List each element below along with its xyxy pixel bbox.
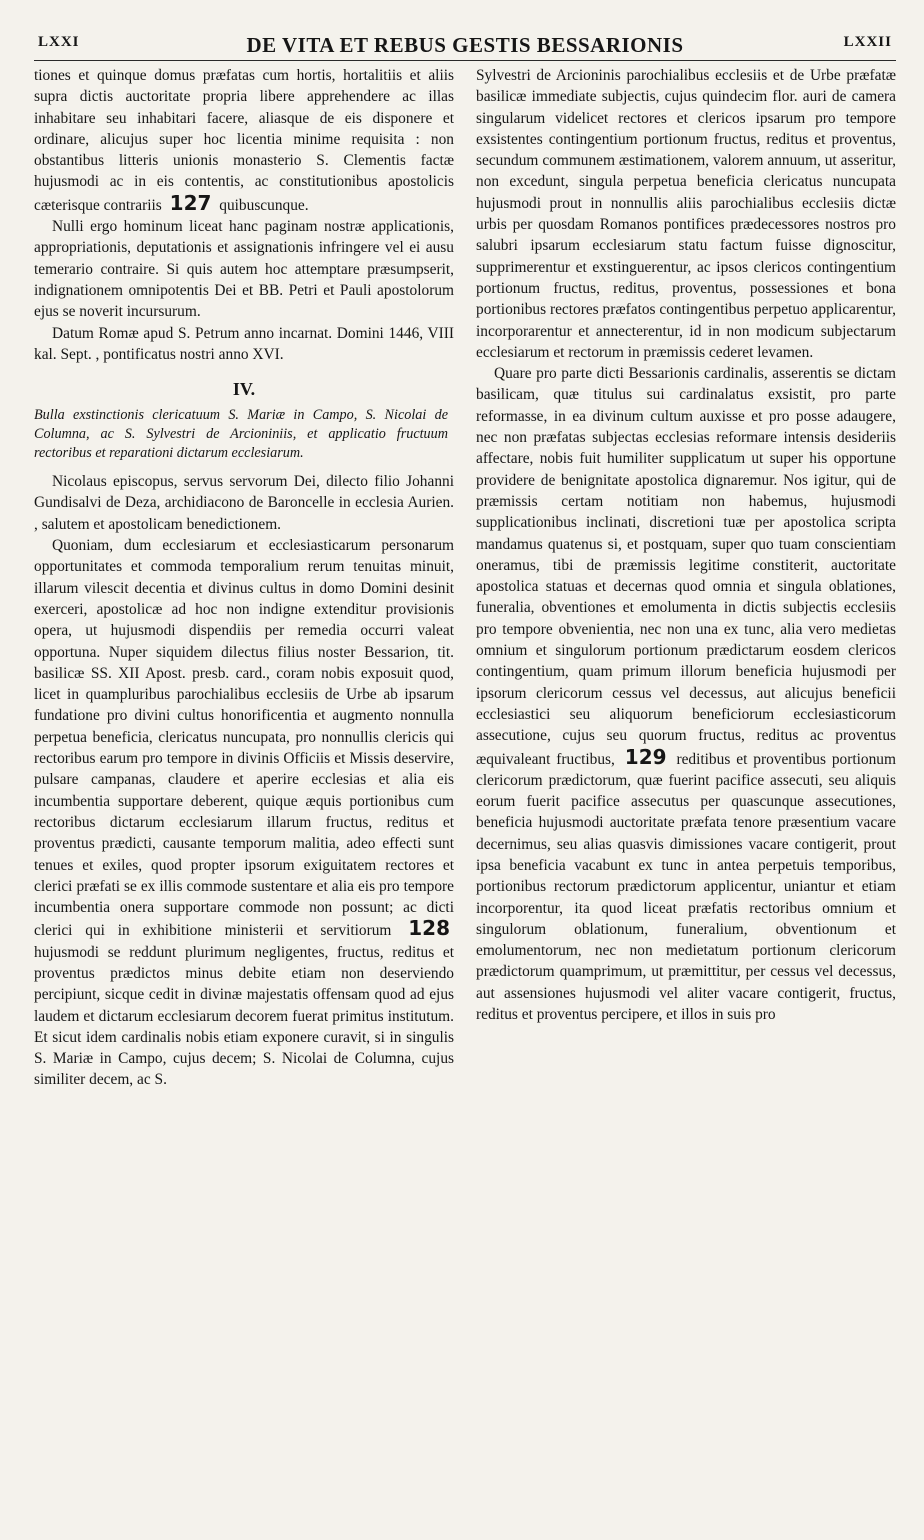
left-page-number: LXXI: [38, 34, 80, 50]
paragraph-text: hujusmodi se reddunt plurimum negligentes, fructus, reditus et proventus prædictos minus debite etiam non deserviendo percipiunt, sicque cedit in divinæ majestatis offensam quod ad ejus laudem et dictarum ecclesiarum decorem fuerat primitus institutum. Et sicut idem cardinalis nobis etiam exponere curavit, si in singulis S. Mariæ in Campo, cujus decem; S. Nicolai de Columna, cujus similiter decem, ac S.: [34, 943, 454, 1089]
paragraph: [476, 363, 896, 1025]
paragraph: Nulli ergo hominum liceat hanc paginam nostræ applicationis, appropriationis, deputationis et assignationis infringere vel ei ausu temerario contraire. Si quis autem hoc attemptare præsumpserit, indignationem omnipotentis Dei et BB. Petri et Pauli apostolorum ejus se noverit incursurum.: [34, 218, 454, 321]
margin-number-127: 127: [169, 190, 212, 215]
margin-number-128: 128: [408, 916, 450, 941]
salutation: Nicolaus episcopus, servus servorum Dei, dilecto filio Johanni Gundisalvi de Deza, archidiacono de Baroncelle in ecclesia Aurien. , salutem et apostolicam benedictionem.: [34, 473, 454, 533]
margin-number-129: 129: [624, 744, 667, 769]
bull-rubric: Bulla exstinctionis clericatuum S. Mariæ in Campo, S. Nicolai de Columna, ac S. Sylvestri de Arcioniniis, et applicatio fructuum rectoribus et reparationi dictarum ecclesiarum.: [34, 407, 448, 462]
right-page-number: LXXII: [843, 34, 892, 50]
text-columns: [34, 65, 896, 1091]
paragraph-text: tiones et quinque domus præfatas cum hortis, hortalitiis et aliis supra dictis auctoritate propria libere apprehendere ac illas inhabitare seu inhabitari facere, aliasque de eis disponere et ordinare, alicujus super hoc licentia minime requisita : non obstantibus litteris unionis monasterio S. Clementis factæ hujusmodi ac in eis contentis, ac constitutionibus apostolicis cæterisque contrariis: [34, 67, 454, 214]
left-column: [34, 65, 454, 1091]
running-title: DE VITA ET REBUS GESTIS BESSARIONIS: [246, 33, 684, 57]
paragraph-text: Quare pro parte dicti Bessarionis cardinalis, asserentis se dictam basilicam, quæ titulus sui cardinalatus exsistit, pro parte reformasse, in ea divinum cultum auxisse et pro posse adaugere, nec non præfatas subjectas ecclesias reformare intensis desideriis affectare, nobis fuit humiliter supplicatum ut super his opportune providere de benignitate apostolica dignaremur. Nos igitur, qui de præmissis certam notitiam non habemus, hujusmodi supplicationibus inclinati, discretioni tuæ per apostolica scripta mandamus quatenus si, et postquam, super quo tuam conscientiam oneramus, tibi de præmissis legitime constiterit, auctoritate apostolica statuas et decernas quod omnia et singula oblationes, funeralia, obventiones et emolumenta in dictis subjectis ecclesiis pro tempore obvenientia, nec non una ex tunc, alia vero medietas omnium et singulorum portionum prædictarum eosdem clericos contingentium, quam primum illorum beneficia hujusmodi per ipsorum clericorum cessus vel decessus, aut alicujus beneficii ecclesiastici seu aliquorum beneficiorum ecclesiasticorum assecutione, cujus seu quorum fructus, reditus ac proventus æquivaleant fructibus,: [476, 365, 896, 768]
paragraph: Sylvestri de Arcioninis parochialibus ecclesiis et de Urbe præfatæ basilicæ immediate subjectis, cujus quindecim flor. auri de camera singularum videlicet rectores et clericos ipsarum pro tempore exsistentes contingentium portionum fructus, reditus et proventus, secundum communem æstimationem, valorem annuum, ut asseritur, non excedunt, singula perpetua beneficia clericatus nuncupata hujusmodi prout in nonnullis aliis parochialibus ecclesiis dictæ urbis per quosdam Romanos pontifices prædecessores nostros pro salubri ipsarum ecclesiarum statu factum fuisse dignoscitur, supprimerentur et exstinguerentur, ac ipsos clericos contingentium portionum fructus, reditus, proventus, possessiones et bona portionibus rectores præfatos contingentibus perpetuo applicarentur, incorporarentur et annecterentur, id in non modicum subjectarum ecclesiarum et rectorum in præmissis cederet levamen.: [476, 67, 896, 361]
paragraph-text: quibuscunque.: [219, 196, 309, 214]
right-column: [476, 65, 896, 1091]
dating-clause: Datum Romæ apud S. Petrum anno incarnat. Domini 1446, VIII kal. Sept. , pontificatus nostri anno XVI.: [34, 324, 454, 363]
paragraph: [34, 65, 454, 216]
section-number: IV.: [232, 379, 256, 400]
paragraph-text: Quoniam, dum ecclesiarum et ecclesiasticarum personarum opportunitates et commoda temporalium rerum tenuitas minuit, illarum vilescit decentia et divinus cultus in domo Domini desinit exerceri, apostolicæ ad hoc non indigne extenditur provisionis opera, ut hujusmodi dispendiis per remedia occurri valeat opportuna. Nuper siquidem dilectus filius noster Bessarion, tit. basilicæ SS. XII Apost. presb. card., coram nobis exposuit quod, licet in quampluribus parochialibus ecclesiis de Urbe ab ipsarum fundatione pro divini cultus honorificentia et augmento nonnulla perpetua beneficia, clericatus nuncupata, pro nonnullis clericis qui rectoribus earum pro tempore in divinis Officiis et Missis deservire, pulsare campanas, claudere et aperire ecclesias et alia eis incumbentia supportare deberent, quique æquis portionibus cum rectoribus dictarum ecclesiarum illarum fructus, reditus et proventus prædicti, causante temporum malitia, adeo effecti sunt tenues et exiles, quod propter ipsorum exiguitatem rectores et clerici præfati se ex illis commode sustentare et alia eis pro tempore incumbentia onera supportare commode non possunt; ac dicti clerici qui in exhibitione ministerii et servitiorum: [34, 537, 454, 940]
paragraph-text: reditibus et proventibus portionum clericorum prædictorum, quæ fuerint pacifice assecuti, seu aliquis eorum fuerit pacifice assecutus per quascunque assecutiones, beneficia hujusmodi auctoritate præfata tenore præsentium vacare decernimus, seu alias quasvis dimissiones vacare contigerit, prout ipsa beneficia vacabunt ex tunc in antea perpetuis temporibus, portionibus rectorum prædictorum applicentur, uniantur et etiam incorporentur, ita quod liceat præfatis rectoribus omnium et singulorum oblationum, funeralium, obventionum et emolumentorum, nec non medietatum portionum clericorum prædictorum quamprimum, ut præmittitur, per cessus vel decessus, aut assensiones hujusmodi vel aliter vacare contigerit, fructus, reditus et proventus percipere, et illos in suis pro: [476, 750, 896, 1024]
running-header: [34, 30, 896, 61]
paragraph: [34, 535, 454, 1091]
